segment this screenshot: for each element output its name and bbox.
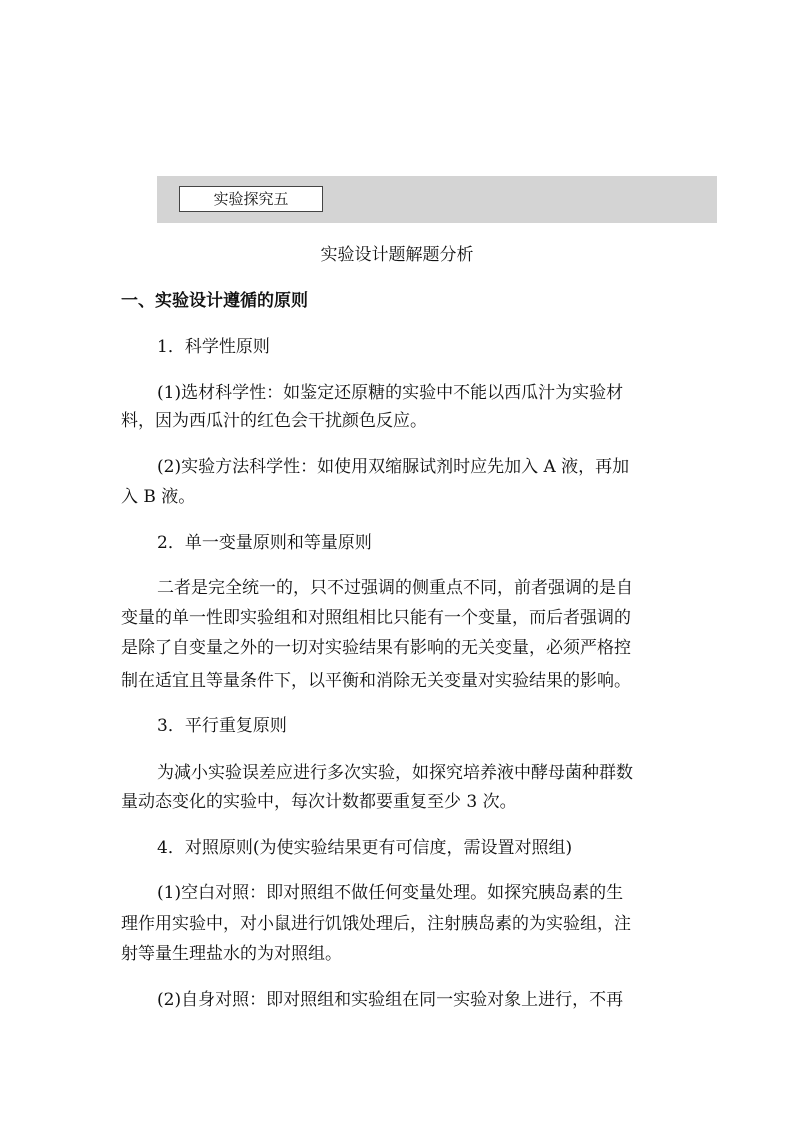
- subheading-single-variable: 2．单一变量原则和等量原则: [157, 533, 372, 553]
- paragraph-line: 为减小实验误差应进行多次实验，如探究培养液中酵母菌种群数: [157, 763, 633, 783]
- paragraph-line: 二者是完全统一的，只不过强调的侧重点不同，前者强调的是自: [157, 578, 633, 598]
- page-title: 实验设计题解题分析: [320, 245, 474, 265]
- paragraph-line: (2)实验方法科学性：如使用双缩脲试剂时应先加入 A 液，再加: [157, 457, 630, 477]
- paragraph-line: 射等量生理盐水的为对照组。: [121, 944, 342, 964]
- subheading-scientific: 1．科学性原则: [157, 337, 270, 357]
- paragraph-line: (2)自身对照：即对照组和实验组在同一实验对象上进行，不再: [157, 990, 624, 1010]
- paragraph-line: 理作用实验中，对小鼠进行饥饿处理后，注射胰岛素的为实验组，注: [121, 914, 631, 934]
- paragraph-line: (1)选材科学性：如鉴定还原糖的实验中不能以西瓜汁为实验材: [157, 383, 624, 403]
- paragraph-line: 量动态变化的实验中，每次计数都要重复至少 3 次。: [121, 792, 517, 812]
- paragraph-line: 是除了自变量之外的一切对实验结果有影响的无关变量，必须严格控: [121, 638, 631, 658]
- subheading-parallel-repeat: 3．平行重复原则: [157, 716, 287, 736]
- section-label: 实验探究五: [179, 186, 323, 212]
- subheading-control: 4．对照原则(为使实验结果更有可信度，需设置对照组): [157, 838, 573, 858]
- paragraph-line: 制在适宜且等量条件下，以平衡和消除无关变量对实验结果的影响。: [121, 671, 631, 691]
- paragraph-line: 变量的单一性即实验组和对照组相比只能有一个变量，而后者强调的: [121, 608, 631, 628]
- paragraph-line: (1)空白对照：即对照组不做任何变量处理。如探究胰岛素的生: [157, 883, 624, 903]
- section-banner: [157, 176, 717, 223]
- heading-principles: 一、实验设计遵循的原则: [121, 291, 308, 311]
- paragraph-line: 料，因为西瓜汁的红色会干扰颜色反应。: [121, 411, 427, 431]
- paragraph-line: 入 B 液。: [121, 487, 196, 507]
